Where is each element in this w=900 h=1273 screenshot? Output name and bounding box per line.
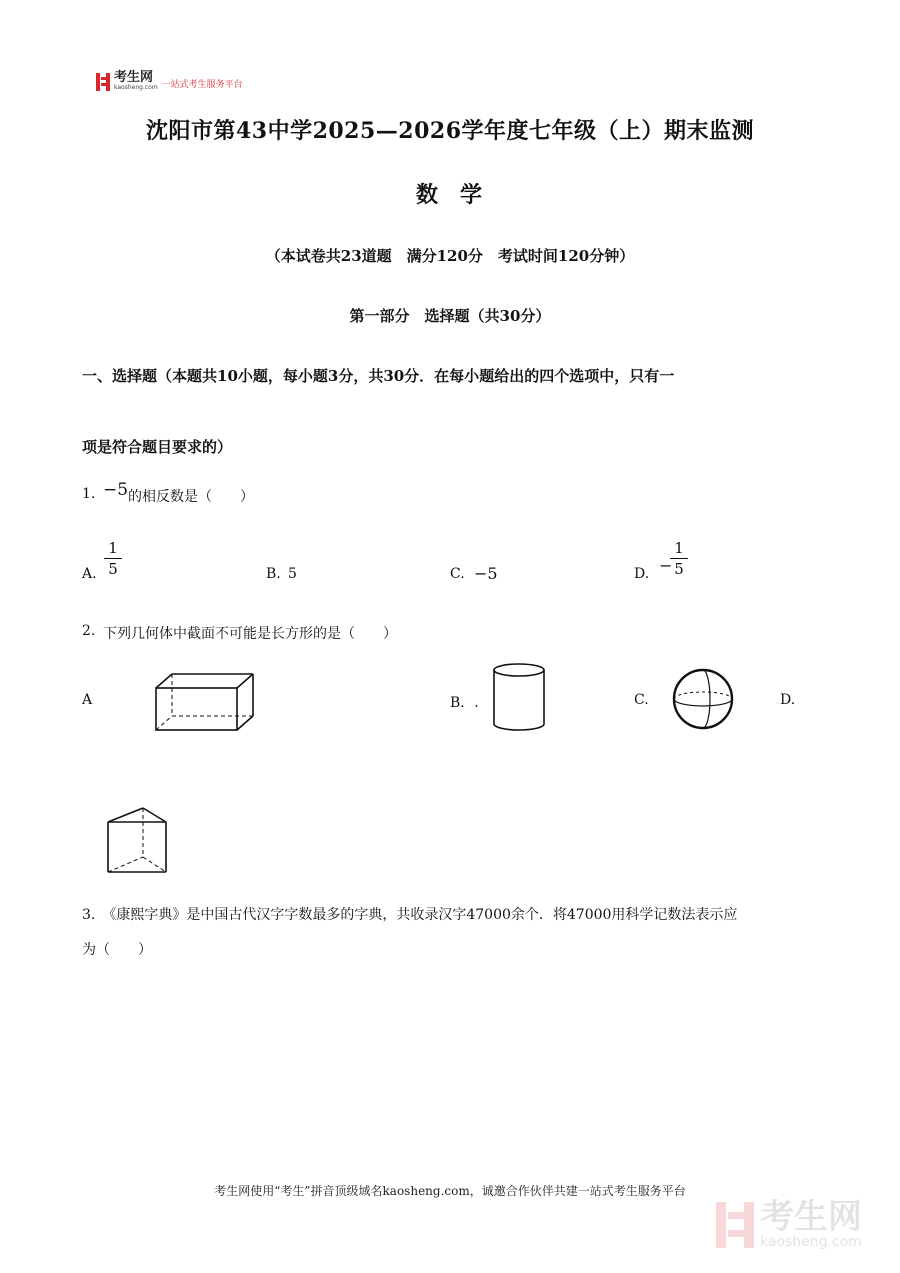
watermark-logo-icon [716, 1202, 754, 1248]
watermark-domain: kaosheng.com [760, 1234, 862, 1250]
q3-text-line1: 3. 《康熙字典》是中国古代汉字字数最多的字典，共收录汉字47000余个．将47000用科学记数法表示应 [82, 907, 738, 923]
q2-option-a-label: A [82, 692, 93, 708]
q1-number: 1. [82, 486, 96, 502]
logo-name: 考生网 [114, 70, 154, 85]
q1-option-d-denominator: 5 [674, 560, 684, 578]
q1-option-d-fraction [670, 539, 688, 578]
q1-option-c-value: −5 [474, 564, 498, 583]
q1-text: 的相反数是（ ） [128, 489, 254, 505]
q1-option-a-numerator: 1 [108, 539, 118, 557]
section-heading-line1: 一、选择题（本题共10小题，每小题3分，共30分．在每小题给出的四个选项中，只有一 [82, 367, 675, 385]
q1-expression: −5 [103, 480, 129, 500]
q1-option-d-numerator: 1 [674, 539, 684, 557]
watermark-name: 考生网 [760, 1197, 862, 1237]
q3-text-line2: 为（ ） [82, 942, 152, 958]
fraction-bar [670, 558, 688, 559]
footer-text: 考生网使用“考生”拼音顶级域名kaosheng.com，诚邀合作伙伴共建一站式考生服务平台 [214, 1184, 686, 1198]
exam-note: （本试卷共23道题 满分120分 考试时间120分钟） [265, 247, 635, 265]
q2-text: 下列几何体中截面不可能是长方形的是（ ） [103, 626, 397, 642]
part-heading: 第一部分 选择题（共30分） [349, 307, 551, 325]
triangular-prism-figure [104, 805, 170, 877]
q1-option-b-value: 5 [288, 566, 297, 582]
q2-option-b-label: B．. [450, 695, 479, 711]
section-heading-line2: 项是符合题目要求的） [82, 438, 233, 456]
fraction-bar [104, 558, 122, 559]
logo-mark-icon [96, 73, 110, 91]
cylinder-figure [490, 660, 550, 734]
exam-subject: 数学 [415, 182, 504, 208]
q1-option-d-label: D. [634, 566, 650, 582]
q2-option-c-label: C. [634, 692, 649, 708]
logo-domain: kaosheng.com [114, 84, 158, 91]
q2-option-d-label: D. [780, 692, 796, 708]
logo-slogan: 一站式考生服务平台 [161, 80, 243, 90]
sphere-figure [671, 667, 735, 731]
q1-option-d-sign: − [659, 556, 673, 575]
q2-number: 2. [82, 623, 96, 639]
q1-option-a-denominator: 5 [108, 560, 118, 578]
q1-option-b-label: B. [266, 566, 281, 582]
cuboid-figure [150, 670, 260, 736]
q1-option-a-label: A. [82, 566, 97, 582]
exam-title: 沈阳市第43中学2025—2026学年度七年级（上）期末监测 [145, 118, 755, 144]
header-logo [96, 72, 243, 91]
watermark [716, 1197, 862, 1250]
q1-option-a-fraction [104, 539, 122, 578]
q1-option-c-label: C. [450, 566, 465, 582]
